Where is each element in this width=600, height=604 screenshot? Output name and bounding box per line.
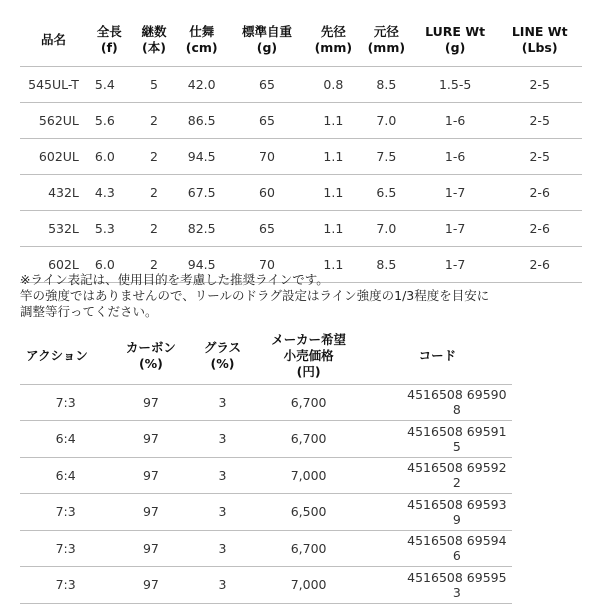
cell-weight: 60 (227, 174, 307, 210)
note-line: 調整等行ってください。 (20, 304, 158, 319)
cell-line-weight: 2-5 (497, 66, 582, 102)
spec-row (20, 138, 582, 174)
cell-product-name: 432L (20, 174, 87, 210)
cell-closed-length: 94.5 (176, 138, 227, 174)
code-table-body (20, 384, 512, 603)
spec-header-row (20, 14, 582, 66)
spec-row (20, 210, 582, 246)
cell-pieces: 2 (132, 138, 177, 174)
note-line: 竿の強度ではありませんので、リールのドラグ設定はライン強度の1/3程度を目安に (20, 288, 490, 303)
header-closed-length: 仕舞 (cm) (185, 23, 218, 55)
cell-lure-weight: 1-7 (413, 174, 498, 210)
price-code-table (20, 328, 512, 604)
cell-lure-weight: 1.5-5 (413, 66, 498, 102)
cell-closed-length: 86.5 (176, 102, 227, 138)
spec-row (20, 174, 582, 210)
cell-lure-weight: 1-6 (413, 102, 498, 138)
cell-action: 6:4 (20, 421, 111, 458)
cell-line-weight: 2-6 (497, 210, 582, 246)
spec-table-body (20, 66, 582, 282)
cell-length: 5.4 (87, 66, 132, 102)
cell-price: 6,700 (254, 384, 362, 421)
cell-code: 4516508 69591 5 (363, 421, 512, 458)
cell-lure-weight: 1-7 (413, 210, 498, 246)
header-action: アクション (26, 347, 88, 363)
cell-product-name: 602UL (20, 138, 87, 174)
cell-line-weight: 2-6 (497, 174, 582, 210)
cell-glass: 3 (191, 530, 255, 567)
cell-action: 6:4 (20, 457, 111, 494)
header-code: コード (418, 347, 457, 363)
cell-butt-diameter: 8.5 (360, 66, 413, 102)
cell-price: 6,700 (254, 421, 362, 458)
code-header-row (20, 328, 512, 384)
cell-price: 6,500 (254, 494, 362, 531)
code-row (20, 384, 512, 421)
cell-closed-length: 42.0 (176, 66, 227, 102)
cell-pieces: 2 (132, 210, 177, 246)
spec-row (20, 66, 582, 102)
cell-length: 6.0 (87, 246, 132, 282)
cell-glass: 3 (191, 421, 255, 458)
header-line-weight: LINE Wt (Lbs) (511, 23, 568, 55)
code-row (20, 494, 512, 531)
cell-length: 6.0 (87, 138, 132, 174)
cell-glass: 3 (191, 567, 255, 604)
cell-code: 4516508 69592 2 (363, 457, 512, 494)
cell-lure-weight: 1-7 (413, 246, 498, 282)
cell-weight: 65 (227, 102, 307, 138)
note-line: ※ライン表記は、使用目的を考慮した推奨ラインです。 (20, 272, 329, 287)
cell-line-weight: 2-5 (497, 102, 582, 138)
code-row (20, 421, 512, 458)
cell-tip-diameter: 1.1 (307, 102, 360, 138)
cell-product-name: 545UL-T (20, 66, 87, 102)
cell-tip-diameter: 0.8 (307, 66, 360, 102)
cell-butt-diameter: 8.5 (360, 246, 413, 282)
header-pieces: 継数 (本) (141, 23, 167, 55)
cell-butt-diameter: 7.0 (360, 210, 413, 246)
cell-action: 7:3 (20, 567, 111, 604)
header-weight: 標準自重 (g) (241, 23, 292, 55)
cell-tip-diameter: 1.1 (307, 174, 360, 210)
cell-closed-length: 94.5 (176, 246, 227, 282)
cell-tip-diameter: 1.1 (307, 246, 360, 282)
cell-price: 7,000 (254, 567, 362, 604)
cell-weight: 70 (227, 246, 307, 282)
cell-product-name: 562UL (20, 102, 87, 138)
header-tip-diameter: 先径 (mm) (314, 23, 353, 55)
cell-price: 7,000 (254, 457, 362, 494)
cell-price: 6,700 (254, 530, 362, 567)
cell-length: 5.3 (87, 210, 132, 246)
cell-code: 4516508 69593 9 (363, 494, 512, 531)
cell-glass: 3 (191, 384, 255, 421)
cell-carbon: 97 (111, 384, 190, 421)
header-product-name: 品名 (40, 31, 66, 47)
cell-code: 4516508 69594 6 (363, 530, 512, 567)
cell-pieces: 2 (132, 102, 177, 138)
cell-product-name: 602L (20, 246, 87, 282)
cell-code: 4516508 69590 8 (363, 384, 512, 421)
cell-length: 4.3 (87, 174, 132, 210)
code-row (20, 567, 512, 604)
cell-carbon: 97 (111, 457, 190, 494)
cell-weight: 70 (227, 138, 307, 174)
cell-length: 5.6 (87, 102, 132, 138)
rod-spec-table (20, 14, 582, 283)
cell-carbon: 97 (111, 567, 190, 604)
header-butt-diameter: 元径 (mm) (367, 23, 406, 55)
cell-pieces: 5 (132, 66, 177, 102)
cell-butt-diameter: 6.5 (360, 174, 413, 210)
cell-tip-diameter: 1.1 (307, 138, 360, 174)
cell-closed-length: 82.5 (176, 210, 227, 246)
cell-product-name: 532L (20, 210, 87, 246)
header-lure-weight: LURE Wt (g) (425, 23, 486, 55)
header-length: 全長 (f) (96, 23, 122, 55)
cell-line-weight: 2-5 (497, 138, 582, 174)
header-price: メーカー希望 小売価格 (円) (271, 331, 346, 379)
cell-tip-diameter: 1.1 (307, 210, 360, 246)
cell-butt-diameter: 7.0 (360, 102, 413, 138)
cell-lure-weight: 1-6 (413, 138, 498, 174)
cell-carbon: 97 (111, 530, 190, 567)
notes-block (20, 272, 590, 320)
cell-carbon: 97 (111, 421, 190, 458)
cell-butt-diameter: 7.5 (360, 138, 413, 174)
cell-pieces: 2 (132, 246, 177, 282)
cell-glass: 3 (191, 457, 255, 494)
cell-carbon: 97 (111, 494, 190, 531)
cell-closed-length: 67.5 (176, 174, 227, 210)
cell-weight: 65 (227, 210, 307, 246)
cell-pieces: 2 (132, 174, 177, 210)
cell-action: 7:3 (20, 530, 111, 567)
header-carbon: カーボン (%) (125, 339, 176, 371)
cell-weight: 65 (227, 66, 307, 102)
code-row (20, 457, 512, 494)
header-glass: グラス (%) (203, 339, 242, 371)
cell-action: 7:3 (20, 384, 111, 421)
cell-glass: 3 (191, 494, 255, 531)
cell-action: 7:3 (20, 494, 111, 531)
code-row (20, 530, 512, 567)
cell-line-weight: 2-6 (497, 246, 582, 282)
spec-row (20, 102, 582, 138)
cell-code: 4516508 69595 3 (363, 567, 512, 604)
